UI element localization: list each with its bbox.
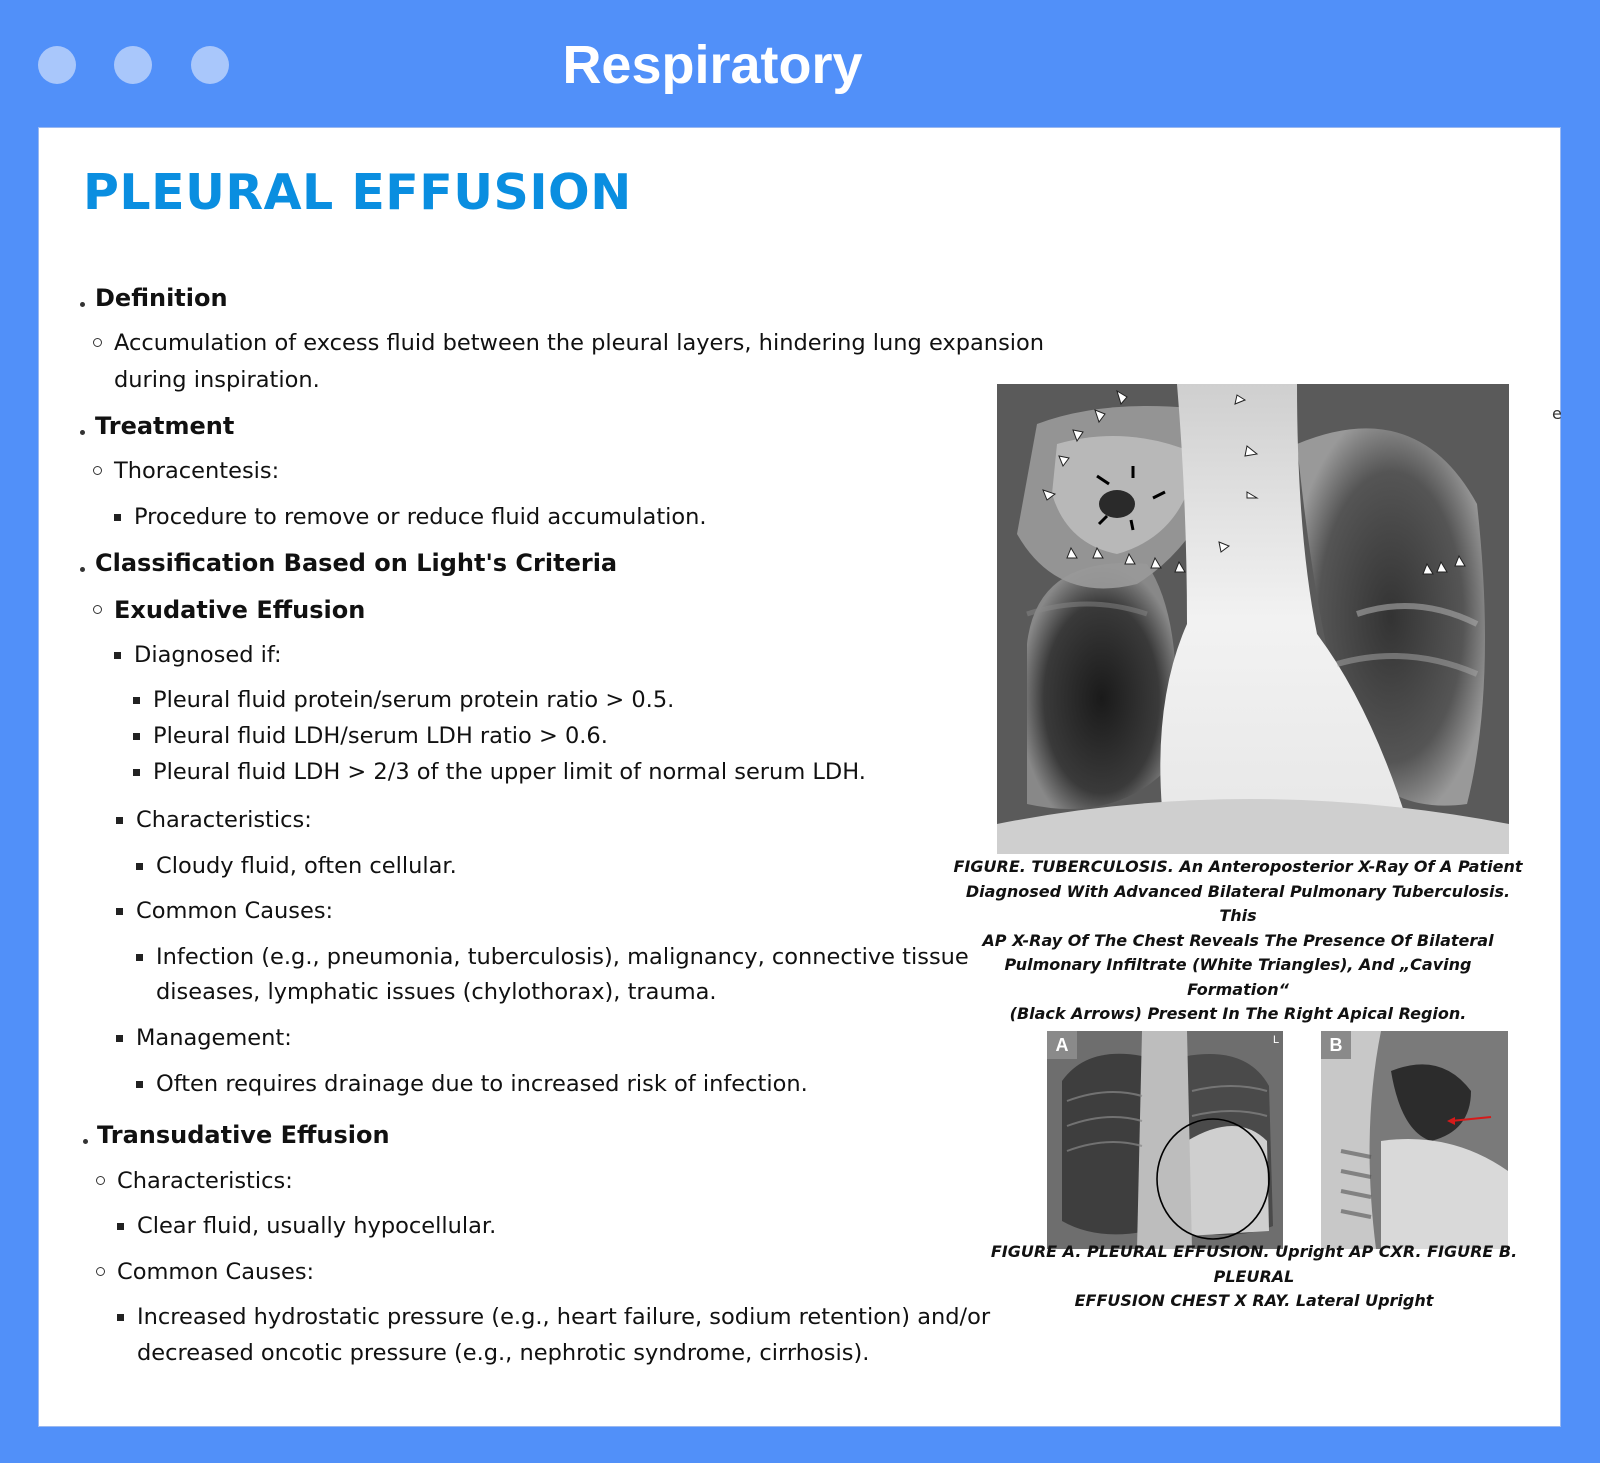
figure-caption-effusion: FIGURE A. PLEURAL EFFUSION. Upright AP CXR. FIGURE B. PLEURAL EFFUSION CHEST X RAY. Lateral Upright bbox=[990, 1242, 1518, 1310]
window-titlebar bbox=[0, 0, 1600, 128]
exudative-characteristics-label: Characteristics: bbox=[136, 807, 312, 833]
bullet-icon bbox=[96, 1176, 105, 1185]
transudative-causes-line2: decreased oncotic pressure (e.g., nephrotic syndrome, cirrhosis). bbox=[137, 1340, 870, 1366]
bullet-icon bbox=[116, 908, 123, 915]
bullet-icon bbox=[136, 1081, 143, 1088]
exudative-characteristics-detail: Cloudy fluid, often cellular. bbox=[156, 853, 457, 879]
figure-label-a: A bbox=[1047, 1031, 1077, 1059]
document-panel bbox=[38, 127, 1561, 1427]
stray-text-mark: e bbox=[1552, 404, 1562, 423]
pleural-effusion-lateral-xray-image bbox=[1321, 1031, 1508, 1249]
exudative-management-detail: Often requires drainage due to increased risk of infection. bbox=[156, 1071, 808, 1097]
transudative-causes-line1: Increased hydrostatic pressure (e.g., heart failure, sodium retention) and/or bbox=[137, 1304, 991, 1330]
figure-label-b: B bbox=[1321, 1031, 1351, 1059]
bullet-icon bbox=[133, 697, 140, 704]
transudative-characteristics-detail: Clear fluid, usually hypocellular. bbox=[137, 1213, 497, 1239]
exudative-causes-line1: Infection (e.g., pneumonia, tuberculosis), malignancy, connective tissue bbox=[156, 944, 969, 970]
page-title: PLEURAL EFFUSION bbox=[83, 164, 632, 221]
exudative-management-label: Management: bbox=[136, 1025, 292, 1051]
transudative-characteristics-label: Characteristics: bbox=[117, 1168, 293, 1194]
treatment-detail: Procedure to remove or reduce fluid accumulation. bbox=[134, 504, 707, 530]
exudative-criterion: Pleural fluid LDH > 2/3 of the upper limit of normal serum LDH. bbox=[153, 759, 866, 785]
treatment-item: Thoracentesis: bbox=[114, 458, 280, 484]
exudative-diagnosed-label: Diagnosed if: bbox=[134, 642, 282, 668]
exudative-criterion: Pleural fluid protein/serum protein ratio > 0.5. bbox=[153, 687, 675, 713]
definition-text-line1: Accumulation of excess fluid between the pleural layers, hindering lung expansion bbox=[114, 330, 1045, 356]
pleural-effusion-ap-xray-image bbox=[1047, 1031, 1283, 1249]
section-heading-treatment: Treatment bbox=[95, 412, 235, 440]
bullet-icon bbox=[136, 954, 143, 961]
figure-caption-tuberculosis: FIGURE. TUBERCULOSIS. An Anteroposterior X-Ray Of A Patient Diagnosed With Advanced Bilateral Pulmonary Tuberculosis. This AP X-Ray Of The Chest Reveals The Presence Of Bilateral Pulmonary Infiltrate (White Triangles), And „Caving Formation“ (Black Arrows) Present In The Right Apical Region. bbox=[953, 857, 1523, 1023]
bullet-icon bbox=[80, 302, 85, 307]
bullet-icon bbox=[93, 466, 102, 475]
definition-text-line2: during inspiration. bbox=[114, 367, 320, 393]
bullet-icon bbox=[96, 1267, 105, 1276]
exudative-causes-label: Common Causes: bbox=[136, 898, 334, 924]
bullet-icon bbox=[114, 514, 121, 521]
bullet-icon bbox=[117, 1314, 124, 1321]
bullet-icon bbox=[117, 1223, 124, 1230]
bullet-icon bbox=[116, 817, 123, 824]
section-heading-transudative: Transudative Effusion bbox=[97, 1121, 390, 1149]
section-heading-definition: Definition bbox=[95, 284, 228, 312]
bullet-icon bbox=[80, 567, 85, 572]
exudative-criterion: Pleural fluid LDH/serum LDH ratio > 0.6. bbox=[153, 723, 608, 749]
subheading-exudative: Exudative Effusion bbox=[114, 596, 366, 624]
transudative-causes-label: Common Causes: bbox=[117, 1259, 315, 1285]
tuberculosis-xray-image bbox=[997, 384, 1509, 854]
bullet-icon bbox=[93, 605, 102, 614]
film-marker: L bbox=[1273, 1034, 1280, 1046]
window-title: Respiratory bbox=[562, 35, 863, 95]
bullet-icon bbox=[83, 1139, 88, 1144]
section-heading-classification: Classification Based on Light's Criteria bbox=[95, 549, 618, 577]
bullet-icon bbox=[80, 430, 85, 435]
bullet-icon bbox=[93, 338, 102, 347]
bullet-icon bbox=[136, 863, 143, 870]
bullet-icon bbox=[116, 1035, 123, 1042]
bullet-icon bbox=[133, 769, 140, 776]
bullet-icon bbox=[133, 733, 140, 740]
bullet-icon bbox=[114, 652, 121, 659]
exudative-causes-line2: diseases, lymphatic issues (chylothorax), trauma. bbox=[156, 979, 717, 1005]
